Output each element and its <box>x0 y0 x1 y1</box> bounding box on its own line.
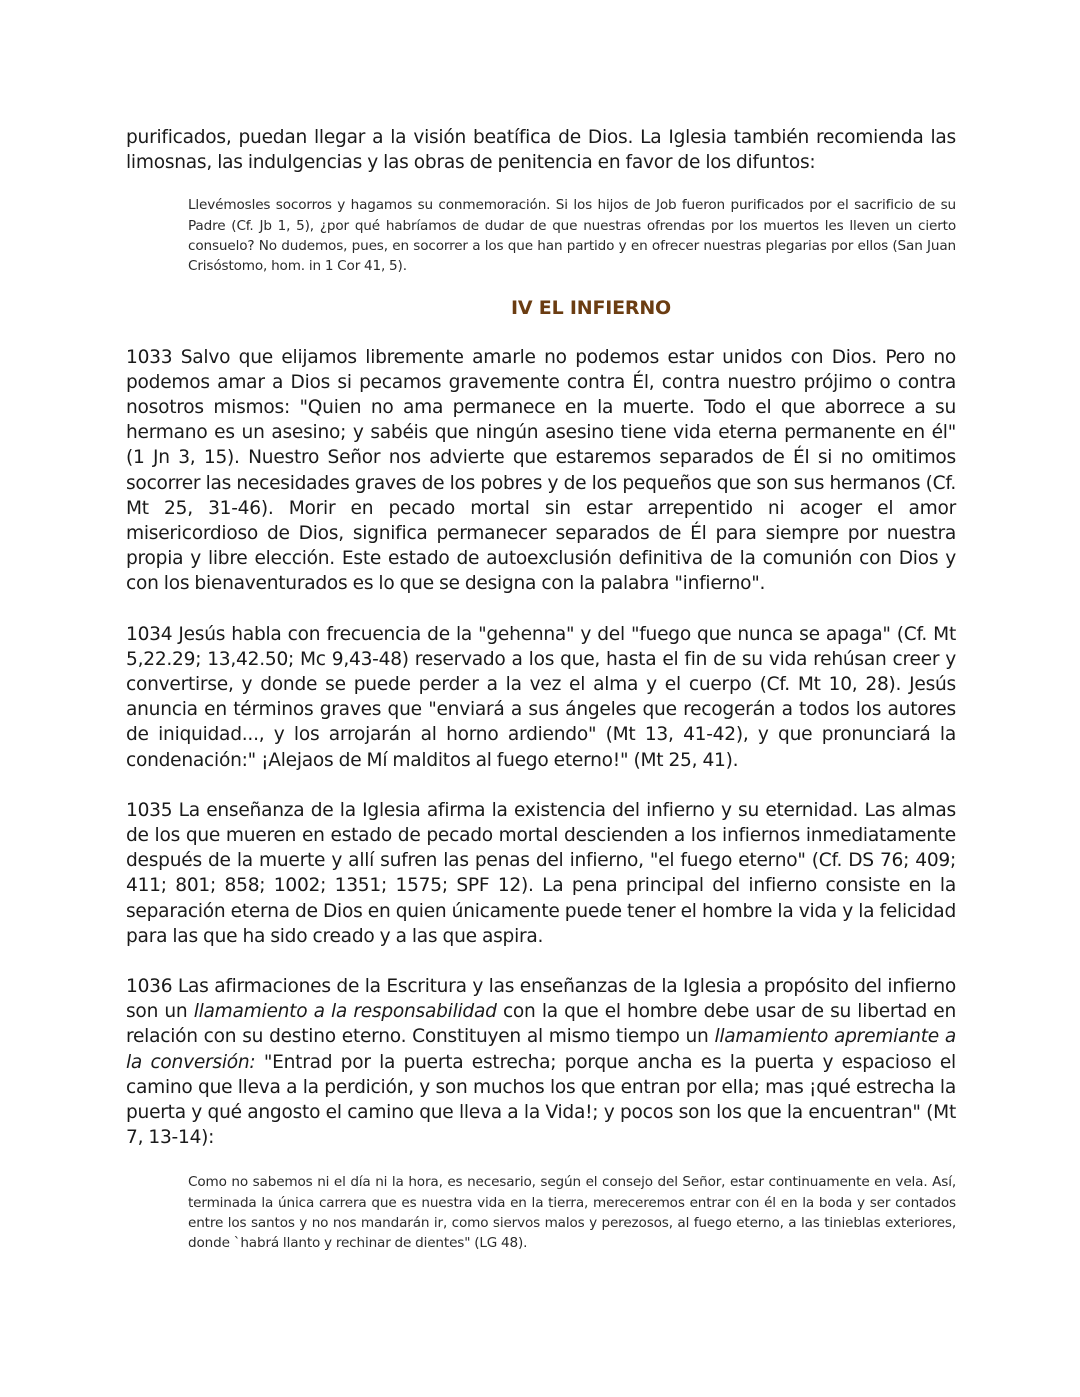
block-quote-lumen-gentium: Como no sabemos ni el día ni la hora, es necesario, según el consejo del Señor, estar continuamente en vela. Así, terminada la única carrera que es nuestra vida en la tierra, mereceremos entrar con él en la boda y ser contados entre los santos y no nos mandarán ir, como siervos malos y perezosos, al fuego eterno, a las tinieblas exteriores, donde `habrá llanto y rechinar de dientes" (LG 48). <box>188 1174 956 1252</box>
block-quote-chrysostom: Llevémosles socorros y hagamos su conmemoración. Si los hijos de Job fueron purificados por el sacrificio de su Padre (Cf. Jb 1, 5), ¿por qué habríamos de dudar de que nuestras ofrendas por los muertos les lleven un cierto consuelo? No dudemos, pues, en socorrer a los que han partido y en ofrecer nuestras plegarias por ellos (San Juan Crisóstomo, hom. in 1 Cor 41, 5). <box>188 197 956 275</box>
paragraph-1036-text-2: con la que el hombre debe usar de su libertad en relación con su destino eterno. Constituyen al mismo tiempo un <box>126 1001 956 1048</box>
section-heading: IV EL INFIERNO <box>511 296 671 319</box>
paragraph-1035: 1035 La enseñanza de la Iglesia afirma la existencia del infierno y su eternidad. Las almas de los que mueren en estado de pecado mortal descienden a los infiernos inmediatamente después de la muerte y allí sufren las penas del infierno, "el fuego eterno" (Cf. DS 76; 409; 411; 801; 858; 1002; 1351; 1575; SPF 12). La pena principal del infierno consiste en la separación eterna de Dios en quien únicamente puede tener el hombre la vida y la felicidad para las que ha sido creado y a las que aspira. <box>126 799 956 947</box>
paragraph-1033: 1033 Salvo que elijamos libremente amarle no podemos estar unidos con Dios. Pero no podemos amar a Dios si pecamos gravemente contra Él, contra nuestro prójimo o contra nosotros mismos: "Quien no ama permanece en la muerte. Todo el que aborrece a su hermano es un asesino; y sabéis que ningún asesino tiene vida eterna permanente en él" (1 Jn 3, 15). Nuestro Señor nos advierte que estaremos separados de Él si no omitimos socorrer las necesidades graves de los pobres y de los pequeños que son sus hermanos (Cf. Mt 25, 31-46). Morir en pecado mortal sin estar arrepentido ni acoger el amor misericordioso de Dios, significa permanecer separados de Él para siempre por nuestra propia y libre elección. Este estado de autoexclusión definitiva de la comunión con Dios y con los bienaventurados es lo que se designa con la palabra "infierno". <box>126 346 956 595</box>
paragraph-1036-emphasis-1: llamamiento a la responsabilidad <box>193 1001 497 1023</box>
intro-paragraph: purificados, puedan llegar a la visión beatífica de Dios. La Iglesia también recomienda las limosnas, las indulgencias y las obras de penitencia en favor de los difuntos: <box>126 127 956 174</box>
paragraph-1036-text-3: "Entrad por la puerta estrecha; porque ancha es la puerta y espacioso el camino que lleva a la perdición, y son muchos los que entran por ella; mas ¡qué estrecha la puerta y qué angosto el camino que lleva a la Vida!; y pocos son los que la encuentran" (Mt 7, 13-14): <box>126 1051 956 1149</box>
document-page <box>126 125 956 1254</box>
paragraph-1036 <box>126 974 956 1150</box>
paragraph-1036-text-1: 1036 Las afirmaciones de la Escritura y las enseñanzas de la Iglesia a propósito del infierno son un <box>126 976 956 1023</box>
paragraph-1034: 1034 Jesús habla con frecuencia de la "gehenna" y del "fuego que nunca se apaga" (Cf. Mt 5,22.29; 13,42.50; Mc 9,43-48) reservado a los que, hasta el fin de su vida rehúsan creer y convertirse, y donde se puede perder a la vez el alma y el cuerpo (Cf. Mt 10, 28). Jesús anuncia en términos graves que "enviará a sus ángeles que recogerán a todos los autores de iniquidad..., y los arrojarán al horno ardiendo" (Mt 13, 41-42), y que pronunciará la condenación:" ¡Alejaos de Mí malditos al fuego eterno!" (Mt 25, 41). <box>126 623 956 771</box>
paragraph-1036-emphasis-2: llamamiento apremiante a la conversión: <box>126 1026 956 1073</box>
